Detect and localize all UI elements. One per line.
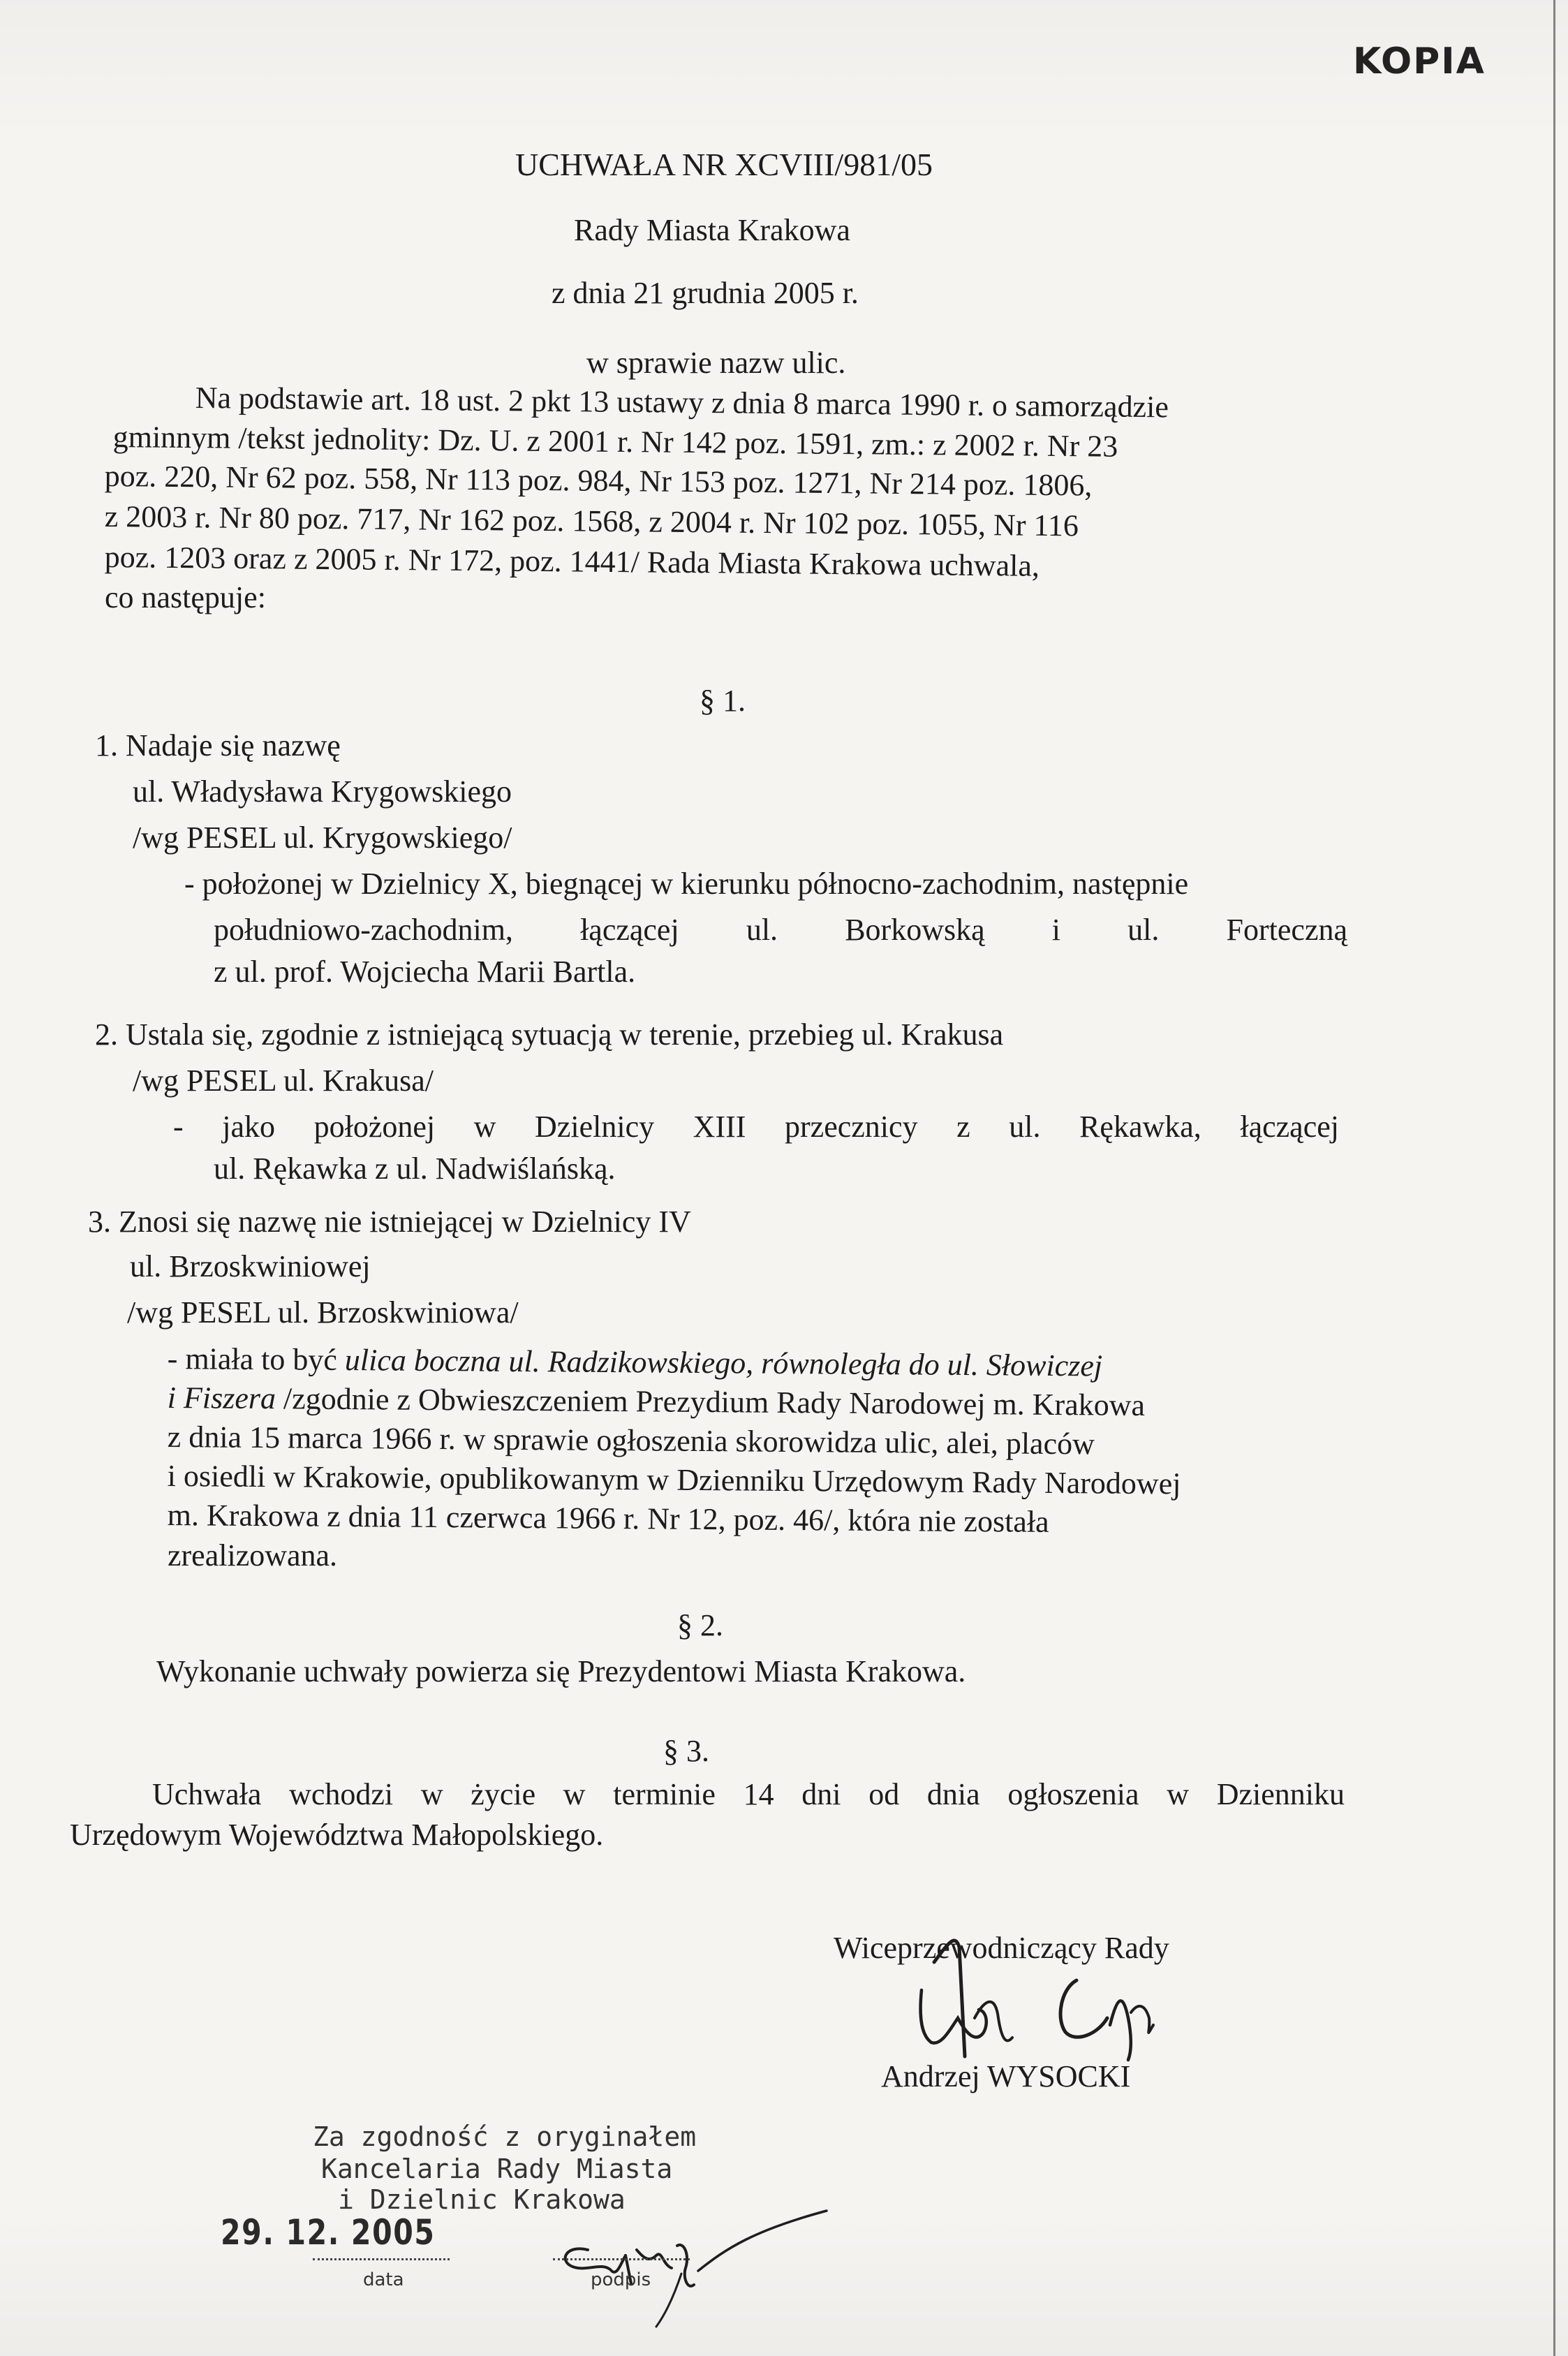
certification-date: 29. 12. 2005 (221, 2212, 436, 2253)
section-3-line-2: Urzędowym Województwa Małopolskiego. (70, 1818, 604, 1852)
certification-line-1: Za zgodność z oryginałem (313, 2121, 697, 2152)
item-3-pesel: /wg PESEL ul. Brzoskwiniowa/ (127, 1295, 519, 1330)
item-2-pesel: /wg PESEL ul. Krakusa/ (133, 1063, 434, 1098)
resolution-date: z dnia 21 grudnia 2005 r. (552, 276, 859, 310)
signature-role: Wiceprzewodniczący Rady (834, 1931, 1169, 1965)
section-2-text: Wykonanie uchwały powierza się Prezydentowi Miasta Krakowa. (156, 1654, 966, 1688)
section-2-heading: § 2. (677, 1608, 723, 1642)
certification-line-2: Kancelaria Rady Miasta (321, 2153, 673, 2184)
resolution-title: UCHWAŁA NR XCVIII/981/05 (515, 147, 933, 182)
item-1-pesel: /wg PESEL ul. Krygowskiego/ (133, 820, 512, 855)
item-3-desc-1-plain: - miała to być (167, 1341, 346, 1377)
item-1-desc-1: - położonej w Dzielnicy X, biegnącej w kierunku północno-zachodnim, następnie (184, 867, 1189, 901)
preamble-line-4: z 2003 r. Nr 80 poz. 717, Nr 162 poz. 1568, z 2004 r. Nr 102 poz. 1055, Nr 116 (104, 499, 1079, 543)
item-3-desc-2-plain: /zgodnie z Obwieszczeniem Prezydium Rady Narodowej m. Krakowa (275, 1381, 1146, 1422)
item-3-lead: 3. Znosi się nazwę nie istniejącej w Dzielnicy IV (88, 1205, 691, 1239)
item-2-lead: 2. Ustala się, zgodnie z istniejącą sytuacją w terenie, przebieg ul. Krakusa (95, 1017, 1004, 1052)
item-3-street: ul. Brzoskwiniowej (130, 1249, 371, 1283)
item-3-desc-1 (168, 1339, 1103, 1386)
signature-dotted-line (553, 2258, 690, 2260)
signatory-name: Andrzej WYSOCKI (881, 2059, 1131, 2093)
resolution-subject: w sprawie nazw ulic. (586, 346, 846, 380)
certification-line-3: i Dzielnic Krakowa (338, 2184, 626, 2215)
signature-label: podpis (591, 2269, 651, 2290)
council-name: Rady Miasta Krakowa (574, 213, 850, 247)
item-3-desc-5: m. Krakowa z dnia 11 czerwca 1966 r. Nr 12, poz. 46/, która nie została (167, 1498, 1049, 1539)
preamble-line-6: co następuje: (105, 580, 266, 614)
item-3-desc-4: i osiedli w Krakowie, opublikowanym w Dzienniku Urzędowym Rady Narodowej (167, 1459, 1181, 1501)
item-3-desc-2-italic: i Fiszera (167, 1380, 276, 1416)
preamble-line-3: poz. 220, Nr 62 poz. 558, Nr 113 poz. 984, Nr 153 poz. 1271, Nr 214 poz. 1806, (104, 458, 1093, 503)
scan-edge-line (1553, 0, 1555, 2356)
date-dotted-line (313, 2258, 450, 2260)
certification-signature (545, 2207, 838, 2332)
item-2-desc-2: ul. Rękawka z ul. Nadwiślańską. (214, 1151, 616, 1186)
date-label: data (363, 2269, 404, 2290)
handwritten-signature (901, 1913, 1222, 2074)
kopia-stamp: KOPIA (1353, 41, 1486, 82)
preamble-line-2: gminnym /tekst jednolity: Dz. U. z 2001 r. Nr 142 poz. 1591, zm.: z 2002 r. Nr 23 (112, 419, 1118, 464)
item-1-desc-2: południowo-zachodnim, łączącej ul. Borkowską i ul. Forteczną (214, 913, 1347, 947)
item-1-desc-3: z ul. prof. Wojciecha Marii Bartla. (214, 955, 636, 989)
item-1-lead: 1. Nadaje się nazwę (95, 728, 341, 763)
section-3-line-1: Uchwała wchodzi w życie w terminie 14 dni od dnia ogłoszenia w Dzienniku (152, 1777, 1345, 1811)
preamble-line-5: poz. 1203 oraz z 2005 r. Nr 172, poz. 1441/ Rada Miasta Krakowa uchwala, (104, 539, 1040, 583)
preamble-line-1: Na podstawie art. 18 ust. 2 pkt 13 ustawy z dnia 8 marca 1990 r. o samorządzie (195, 380, 1169, 425)
section-1-heading: § 1. (700, 684, 746, 718)
section-3-heading: § 3. (663, 1734, 709, 1768)
item-3-desc-6: zrealizowana. (168, 1538, 338, 1573)
item-2-desc-1: - jako położonej w Dzielnicy XIII przecznicy z ul. Rękawka, łączącej (173, 1110, 1339, 1144)
item-1-street: ul. Władysława Krygowskiego (133, 774, 512, 809)
item-3-desc-3: z dnia 15 marca 1966 r. w sprawie ogłoszenia skorowidza ulic, alei, placów (167, 1419, 1095, 1462)
item-3-desc-1-italic: ulica boczna ul. Radzikowskiego, równoległa do ul. Słowiczej (344, 1342, 1103, 1383)
